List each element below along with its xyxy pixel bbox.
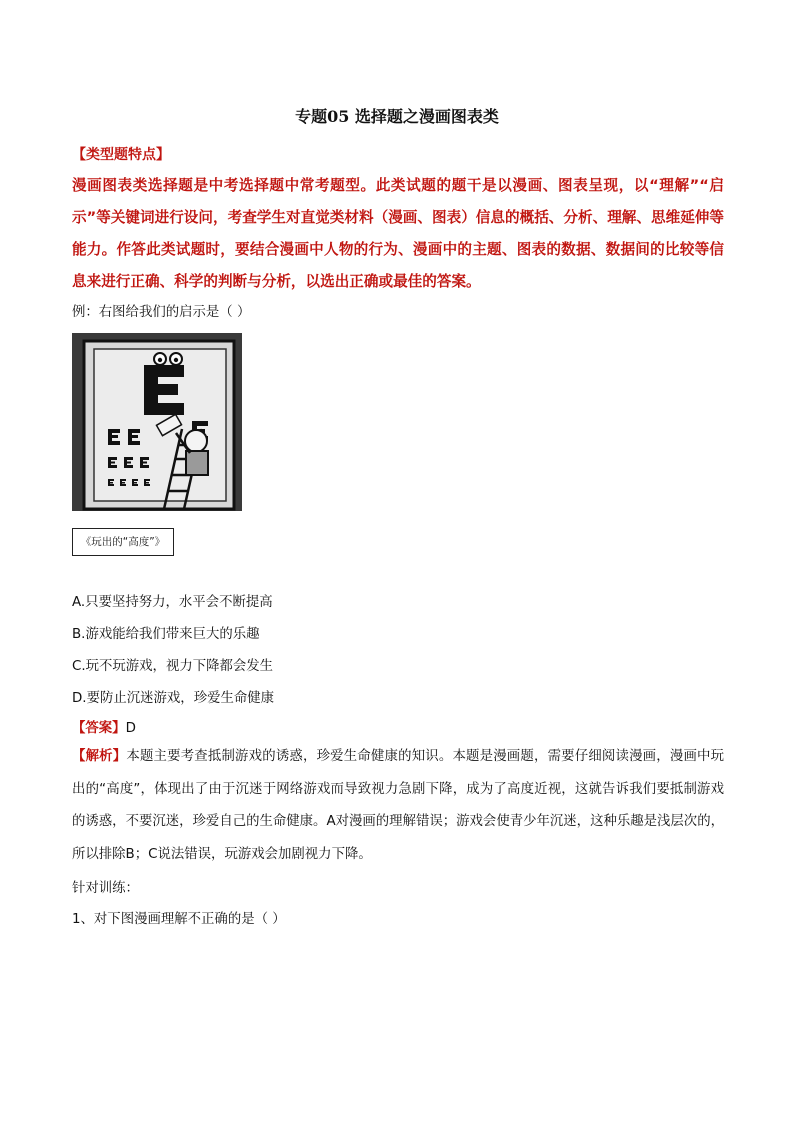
option-c: C.玩不玩游戏，视力下降都会发生 xyxy=(72,659,274,674)
option-b: B.游戏能给我们带来巨大的乐趣 xyxy=(72,627,260,642)
eye-chart-drawing xyxy=(72,333,242,511)
cartoon-caption: 《玩出的“高度”》 xyxy=(72,528,174,556)
answer-line xyxy=(72,717,136,736)
training-label: 针对训练： xyxy=(72,881,139,896)
answer-value: D xyxy=(125,721,136,736)
question-1: 1、对下图漫画理解不正确的是（ ） xyxy=(72,912,286,927)
analysis-label: 【解析】 xyxy=(72,749,127,764)
option-d: D.要防止沉迷游戏，珍爱生命健康 xyxy=(72,691,275,706)
example-question: 例：右图给我们的启示是（ ） xyxy=(72,305,251,320)
analysis-paragraph xyxy=(72,741,724,871)
answer-label: 【答案】 xyxy=(72,721,126,736)
cartoon-eye-chart-image xyxy=(72,333,242,511)
page-title: 专题05 选择题之漫画图表类 xyxy=(295,107,499,126)
analysis-text: 本题主要考查抵制游戏的诱惑，珍爱生命健康的知识。本题是漫画题，需要仔细阅读漫画，漫画中玩出的“高度”，体现出了由于沉迷于网络游戏而导致视力急剧下降，成为了高度近视，这就告诉我们要抵制游戏的诱惑，不要沉迷，珍爱自己的生命健康。A对漫画的理解错误；游戏会使青少年沉迷，这种乐趣是浅层次的，所以排除B；C说法错误，玩游戏会加剧视力下降。 xyxy=(72,749,725,862)
option-a: A.只要坚持努力，水平会不断提高 xyxy=(72,595,273,610)
feature-text: 漫画图表类选择题是中考选择题中常考题型。此类试题的题干是以漫画、图表呈现，以“理解”“启示”等关键词进行设问，考查学生对直觉类材料（漫画、图表）信息的概括、分析、理解、思维延伸等能力。作答此类试题时，要结合漫画中人物的行为、漫画中的主题、图表的数据、数据间的比较等信息来进行正确、科学的判断与分析，以选出正确或最佳的答案。 xyxy=(72,177,724,290)
feature-tag: 【类型题特点】 xyxy=(72,147,170,163)
